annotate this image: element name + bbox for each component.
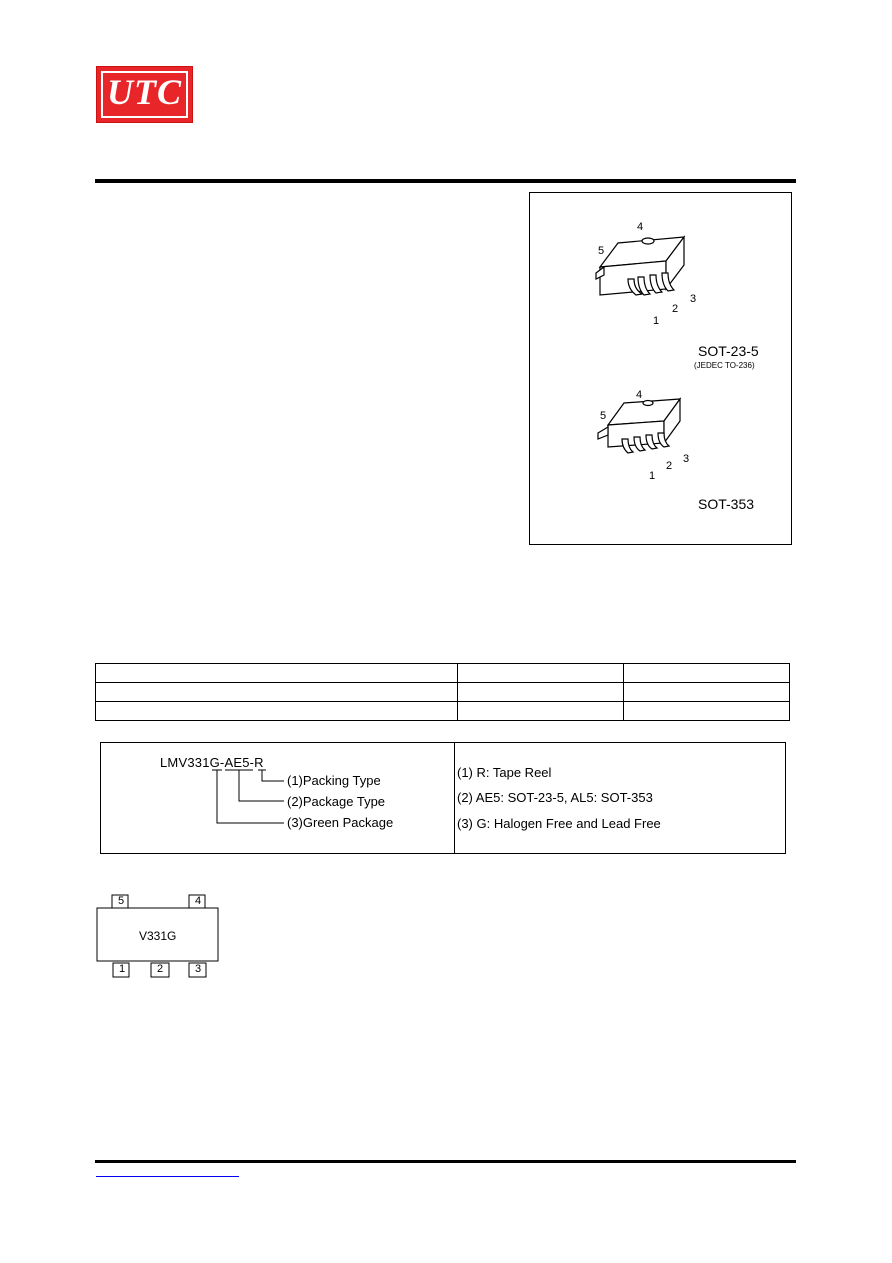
table-cell (96, 664, 458, 683)
sot353-pin-1-label: 1 (648, 470, 656, 482)
sot23-pin-3-label: 3 (689, 293, 697, 305)
marking-pin-5: 5 (117, 895, 125, 907)
sot23-pin-1-label: 1 (652, 315, 660, 327)
sot-23-5-drawing (596, 237, 684, 295)
logo-text: UTC (107, 72, 182, 112)
sot-23-5-label: SOT-23-5 (698, 343, 759, 359)
table-cell (458, 664, 624, 683)
note-package: (2) AE5: SOT-23-5, AL5: SOT-353 (457, 790, 653, 805)
marking-pin-1: 1 (118, 963, 126, 975)
ordering-table (95, 663, 790, 721)
marking-text: V331G (139, 929, 177, 943)
column-divider (454, 743, 455, 853)
part-number: LMV331G-AE5-R (160, 755, 264, 770)
table-row (96, 702, 790, 721)
sot-353-drawing (598, 399, 680, 453)
sot353-pin-5-label: 5 (599, 410, 607, 422)
note-green: (3) G: Halogen Free and Lead Free (457, 816, 661, 831)
table-cell (458, 683, 624, 702)
company-logo (96, 66, 193, 123)
table-cell (458, 702, 624, 721)
table-cell (96, 683, 458, 702)
package-drawings (529, 192, 792, 545)
sot23-pin-2-label: 2 (671, 303, 679, 315)
table-row (96, 664, 790, 683)
table-cell (624, 683, 790, 702)
decoder-tree-lines (101, 743, 454, 853)
header-rule (95, 179, 796, 183)
marking-pin-3: 3 (194, 963, 202, 975)
table-row (96, 683, 790, 702)
sot353-pin-2-label: 2 (665, 460, 673, 472)
package-type-label: (2)Package Type (287, 794, 386, 809)
green-package-label: (3)Green Package (287, 815, 394, 830)
table-cell (624, 664, 790, 683)
packing-type-label: (1)Packing Type (287, 773, 381, 788)
sot353-pin-4-label: 4 (635, 389, 643, 401)
sot23-pin-5-label: 5 (597, 245, 605, 257)
sot-353-label: SOT-353 (698, 496, 755, 512)
marking-pin-4: 4 (194, 895, 202, 907)
note-packing: (1) R: Tape Reel (457, 765, 552, 780)
footer-link-underline[interactable] (96, 1176, 239, 1177)
sot-23-5-jedec-note: (JEDEC TO-236) (694, 361, 755, 370)
sot23-pin-4-label: 4 (636, 221, 644, 233)
marking-pin-2: 2 (156, 963, 164, 975)
table-cell (96, 702, 458, 721)
table-cell (624, 702, 790, 721)
footer-rule (95, 1160, 796, 1163)
sot353-pin-3-label: 3 (682, 453, 690, 465)
part-number-decoder (100, 742, 786, 854)
